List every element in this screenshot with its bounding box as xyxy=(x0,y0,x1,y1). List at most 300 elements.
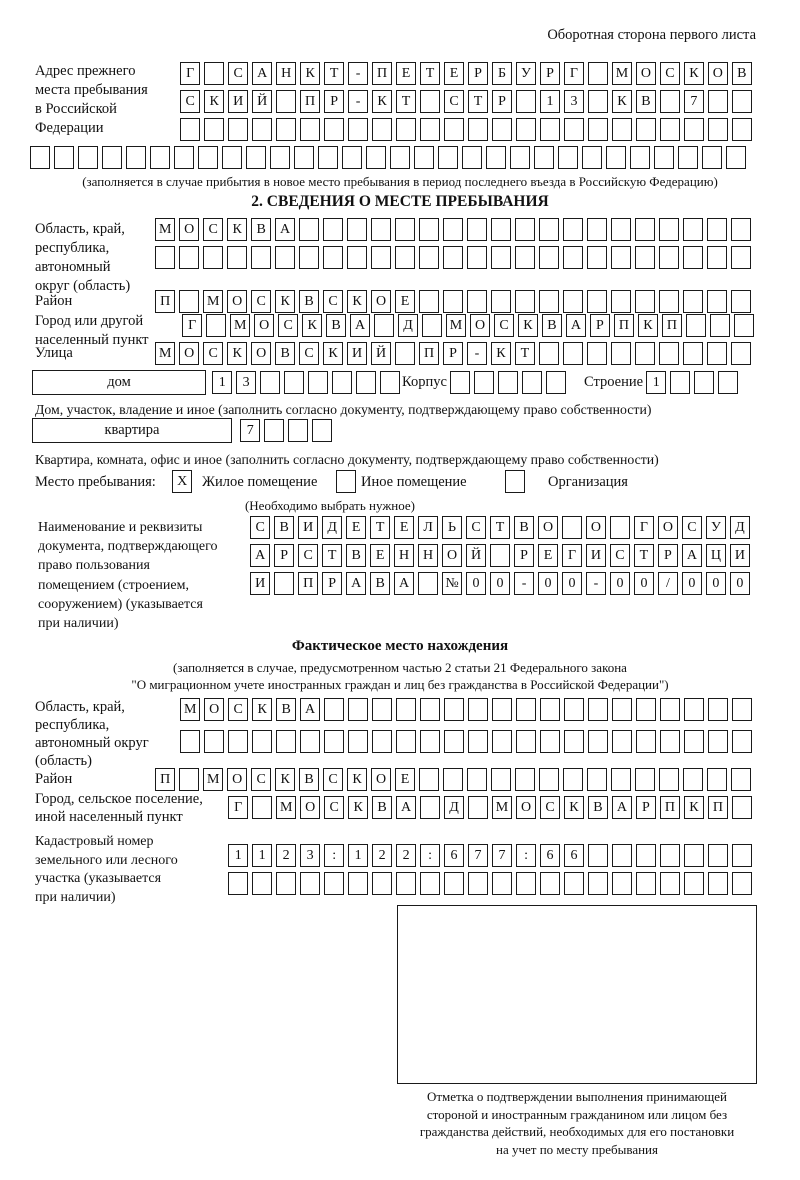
char-box[interactable] xyxy=(443,290,463,313)
char-box[interactable] xyxy=(611,290,631,313)
char-box[interactable] xyxy=(420,698,440,721)
char-box[interactable] xyxy=(522,371,542,394)
char-box[interactable] xyxy=(534,146,554,169)
char-box[interactable] xyxy=(636,698,656,721)
char-box[interactable] xyxy=(660,872,680,895)
char-box[interactable] xyxy=(491,290,511,313)
char-box[interactable]: Е xyxy=(370,544,390,567)
char-box[interactable] xyxy=(563,290,583,313)
char-box[interactable]: С xyxy=(251,290,271,313)
char-box[interactable]: С xyxy=(324,796,344,819)
char-box[interactable] xyxy=(684,118,704,141)
char-box[interactable] xyxy=(438,146,458,169)
char-box[interactable] xyxy=(516,730,536,753)
char-box[interactable] xyxy=(347,246,367,269)
char-box[interactable] xyxy=(474,371,494,394)
char-box[interactable]: К xyxy=(564,796,584,819)
char-box[interactable]: М xyxy=(180,698,200,721)
char-box[interactable]: К xyxy=(684,62,704,85)
char-box[interactable]: В xyxy=(275,342,295,365)
char-box[interactable] xyxy=(515,218,535,241)
char-box[interactable] xyxy=(492,730,512,753)
char-box[interactable] xyxy=(390,146,410,169)
char-box[interactable] xyxy=(731,290,751,313)
char-box[interactable]: К xyxy=(372,90,392,113)
char-box[interactable]: Р xyxy=(322,572,342,595)
char-box[interactable] xyxy=(539,246,559,269)
char-box[interactable]: П xyxy=(155,290,175,313)
char-box[interactable] xyxy=(546,371,566,394)
char-box[interactable]: Е xyxy=(538,544,558,567)
char-box[interactable] xyxy=(707,246,727,269)
char-box[interactable] xyxy=(612,698,632,721)
char-box[interactable] xyxy=(468,872,488,895)
char-box[interactable] xyxy=(332,371,352,394)
char-box[interactable]: Т xyxy=(396,90,416,113)
char-box[interactable]: Д xyxy=(444,796,464,819)
char-box[interactable]: В xyxy=(372,796,392,819)
char-box[interactable]: И xyxy=(730,544,750,567)
char-box[interactable]: С xyxy=(180,90,200,113)
char-box[interactable] xyxy=(204,118,224,141)
char-box[interactable] xyxy=(294,146,314,169)
char-box[interactable] xyxy=(222,146,242,169)
char-box[interactable] xyxy=(420,118,440,141)
char-box[interactable] xyxy=(563,218,583,241)
char-box[interactable] xyxy=(276,872,296,895)
char-box[interactable]: О xyxy=(251,342,271,365)
char-box[interactable]: О xyxy=(227,290,247,313)
char-box[interactable] xyxy=(564,872,584,895)
char-box[interactable] xyxy=(540,698,560,721)
char-box[interactable]: С xyxy=(323,768,343,791)
char-box[interactable]: В xyxy=(274,516,294,539)
char-box[interactable] xyxy=(490,544,510,567)
char-box[interactable] xyxy=(246,146,266,169)
char-box[interactable]: О xyxy=(227,768,247,791)
char-box[interactable] xyxy=(308,371,328,394)
char-box[interactable]: А xyxy=(252,62,272,85)
char-box[interactable] xyxy=(563,246,583,269)
char-box[interactable]: В xyxy=(299,768,319,791)
char-box[interactable] xyxy=(323,246,343,269)
char-box[interactable]: Г xyxy=(562,544,582,567)
char-box[interactable] xyxy=(587,290,607,313)
char-box[interactable] xyxy=(732,118,752,141)
char-box[interactable] xyxy=(684,872,704,895)
char-box[interactable] xyxy=(371,218,391,241)
char-box[interactable] xyxy=(563,768,583,791)
char-box[interactable]: О xyxy=(179,218,199,241)
char-box[interactable]: Г xyxy=(228,796,248,819)
char-box[interactable]: К xyxy=(275,768,295,791)
char-box[interactable] xyxy=(443,768,463,791)
char-box[interactable] xyxy=(467,246,487,269)
char-box[interactable] xyxy=(718,371,738,394)
char-box[interactable] xyxy=(274,572,294,595)
char-box[interactable] xyxy=(396,118,416,141)
char-box[interactable]: Г xyxy=(634,516,654,539)
char-box[interactable] xyxy=(587,218,607,241)
char-box[interactable]: Т xyxy=(322,544,342,567)
char-box[interactable] xyxy=(732,730,752,753)
char-box[interactable] xyxy=(228,118,248,141)
char-box[interactable] xyxy=(510,146,530,169)
char-box[interactable]: Н xyxy=(394,544,414,567)
char-box[interactable] xyxy=(612,844,632,867)
char-box[interactable]: М xyxy=(446,314,466,337)
char-box[interactable] xyxy=(659,342,679,365)
char-box[interactable] xyxy=(443,218,463,241)
char-box[interactable] xyxy=(707,768,727,791)
char-box[interactable] xyxy=(348,730,368,753)
char-box[interactable] xyxy=(467,218,487,241)
char-box[interactable] xyxy=(610,516,630,539)
char-box[interactable]: О xyxy=(538,516,558,539)
char-box[interactable] xyxy=(419,768,439,791)
char-box[interactable] xyxy=(372,698,392,721)
char-box[interactable]: Р xyxy=(468,62,488,85)
char-box[interactable] xyxy=(372,872,392,895)
char-box[interactable]: Е xyxy=(396,62,416,85)
char-box[interactable] xyxy=(419,246,439,269)
char-box[interactable] xyxy=(587,768,607,791)
char-box[interactable] xyxy=(270,146,290,169)
char-box[interactable] xyxy=(694,371,714,394)
char-box[interactable] xyxy=(228,872,248,895)
char-box[interactable] xyxy=(299,218,319,241)
char-box[interactable] xyxy=(588,62,608,85)
char-box[interactable] xyxy=(539,218,559,241)
char-box[interactable]: Г xyxy=(182,314,202,337)
house-type-box[interactable]: дом xyxy=(32,370,206,395)
char-box[interactable] xyxy=(498,371,518,394)
char-box[interactable] xyxy=(284,371,304,394)
char-box[interactable]: Н xyxy=(276,62,296,85)
char-box[interactable]: № xyxy=(442,572,462,595)
char-box[interactable]: С xyxy=(660,62,680,85)
char-box[interactable]: А xyxy=(394,572,414,595)
char-box[interactable] xyxy=(396,730,416,753)
char-box[interactable] xyxy=(558,146,578,169)
char-box[interactable] xyxy=(54,146,74,169)
char-box[interactable]: М xyxy=(155,342,175,365)
char-box[interactable]: Л xyxy=(418,516,438,539)
char-box[interactable]: В xyxy=(636,90,656,113)
char-box[interactable] xyxy=(515,290,535,313)
char-box[interactable]: Р xyxy=(590,314,610,337)
char-box[interactable] xyxy=(380,371,400,394)
char-box[interactable] xyxy=(491,768,511,791)
char-box[interactable]: : xyxy=(420,844,440,867)
char-box[interactable] xyxy=(288,419,308,442)
char-box[interactable] xyxy=(348,118,368,141)
char-box[interactable] xyxy=(660,90,680,113)
char-box[interactable] xyxy=(707,290,727,313)
char-box[interactable]: С xyxy=(228,62,248,85)
char-box[interactable] xyxy=(468,118,488,141)
char-box[interactable]: 1 xyxy=(212,371,232,394)
char-box[interactable]: О xyxy=(516,796,536,819)
char-box[interactable]: И xyxy=(347,342,367,365)
char-box[interactable]: 1 xyxy=(252,844,272,867)
char-box[interactable] xyxy=(468,796,488,819)
char-box[interactable] xyxy=(419,218,439,241)
char-box[interactable] xyxy=(726,146,746,169)
char-box[interactable] xyxy=(539,290,559,313)
char-box[interactable] xyxy=(395,342,415,365)
char-box[interactable]: 0 xyxy=(466,572,486,595)
char-box[interactable]: 1 xyxy=(540,90,560,113)
char-box[interactable] xyxy=(366,146,386,169)
char-box[interactable]: Й xyxy=(371,342,391,365)
char-box[interactable]: К xyxy=(302,314,322,337)
char-box[interactable] xyxy=(420,90,440,113)
char-box[interactable] xyxy=(588,872,608,895)
char-box[interactable] xyxy=(227,246,247,269)
char-box[interactable]: Р xyxy=(324,90,344,113)
char-box[interactable]: Р xyxy=(540,62,560,85)
char-box[interactable]: 0 xyxy=(730,572,750,595)
char-box[interactable] xyxy=(707,218,727,241)
char-box[interactable]: С xyxy=(278,314,298,337)
char-box[interactable] xyxy=(462,146,482,169)
char-box[interactable]: - xyxy=(586,572,606,595)
char-box[interactable]: В xyxy=(276,698,296,721)
char-box[interactable]: М xyxy=(155,218,175,241)
char-box[interactable]: Ь xyxy=(442,516,462,539)
char-box[interactable] xyxy=(30,146,50,169)
char-box[interactable] xyxy=(710,314,730,337)
char-box[interactable]: К xyxy=(300,62,320,85)
char-box[interactable]: С xyxy=(299,342,319,365)
char-box[interactable]: К xyxy=(347,768,367,791)
char-box[interactable] xyxy=(708,698,728,721)
char-box[interactable] xyxy=(683,218,703,241)
char-box[interactable]: 7 xyxy=(240,419,260,442)
char-box[interactable] xyxy=(588,844,608,867)
char-box[interactable]: : xyxy=(516,844,536,867)
char-box[interactable]: П xyxy=(298,572,318,595)
char-box[interactable] xyxy=(444,118,464,141)
char-box[interactable]: В xyxy=(326,314,346,337)
char-box[interactable] xyxy=(708,730,728,753)
char-box[interactable] xyxy=(588,90,608,113)
char-box[interactable] xyxy=(312,419,332,442)
char-box[interactable] xyxy=(588,698,608,721)
char-box[interactable]: В xyxy=(299,290,319,313)
char-box[interactable]: Е xyxy=(395,290,415,313)
char-box[interactable]: А xyxy=(300,698,320,721)
char-box[interactable]: К xyxy=(347,290,367,313)
char-box[interactable]: И xyxy=(228,90,248,113)
char-box[interactable] xyxy=(684,844,704,867)
char-box[interactable]: С xyxy=(610,544,630,567)
char-box[interactable] xyxy=(734,314,754,337)
char-box[interactable] xyxy=(414,146,434,169)
char-box[interactable]: 0 xyxy=(562,572,582,595)
char-box[interactable] xyxy=(422,314,442,337)
char-box[interactable] xyxy=(198,146,218,169)
char-box[interactable] xyxy=(251,246,271,269)
char-box[interactable]: 6 xyxy=(444,844,464,867)
char-box[interactable] xyxy=(731,768,751,791)
char-box[interactable] xyxy=(252,872,272,895)
char-box[interactable]: С xyxy=(228,698,248,721)
char-box[interactable] xyxy=(276,118,296,141)
char-box[interactable]: - xyxy=(467,342,487,365)
char-box[interactable] xyxy=(276,730,296,753)
char-box[interactable] xyxy=(419,290,439,313)
char-box[interactable]: С xyxy=(466,516,486,539)
char-box[interactable]: Р xyxy=(274,544,294,567)
char-box[interactable]: В xyxy=(251,218,271,241)
char-box[interactable]: П xyxy=(708,796,728,819)
char-box[interactable] xyxy=(659,246,679,269)
char-box[interactable] xyxy=(611,342,631,365)
char-box[interactable] xyxy=(300,730,320,753)
char-box[interactable] xyxy=(660,730,680,753)
char-box[interactable] xyxy=(686,314,706,337)
char-box[interactable]: С xyxy=(540,796,560,819)
char-box[interactable] xyxy=(708,90,728,113)
char-box[interactable]: П xyxy=(300,90,320,113)
char-box[interactable]: - xyxy=(348,90,368,113)
char-box[interactable]: И xyxy=(586,544,606,567)
char-box[interactable] xyxy=(468,730,488,753)
char-box[interactable] xyxy=(468,698,488,721)
char-box[interactable] xyxy=(659,290,679,313)
char-box[interactable] xyxy=(78,146,98,169)
char-box[interactable] xyxy=(204,62,224,85)
char-box[interactable]: М xyxy=(492,796,512,819)
char-box[interactable]: У xyxy=(516,62,536,85)
char-box[interactable]: А xyxy=(275,218,295,241)
char-box[interactable]: С xyxy=(203,218,223,241)
char-box[interactable]: 0 xyxy=(634,572,654,595)
char-box[interactable] xyxy=(564,118,584,141)
char-box[interactable]: К xyxy=(275,290,295,313)
char-box[interactable] xyxy=(612,730,632,753)
char-box[interactable]: О xyxy=(371,768,391,791)
char-box[interactable] xyxy=(492,118,512,141)
char-box[interactable]: П xyxy=(662,314,682,337)
char-box[interactable]: В xyxy=(588,796,608,819)
char-box[interactable] xyxy=(372,118,392,141)
char-box[interactable]: Р xyxy=(514,544,534,567)
char-box[interactable] xyxy=(420,730,440,753)
char-box[interactable]: К xyxy=(348,796,368,819)
char-box[interactable] xyxy=(588,730,608,753)
char-box[interactable] xyxy=(612,118,632,141)
char-box[interactable] xyxy=(180,118,200,141)
char-box[interactable]: И xyxy=(298,516,318,539)
char-box[interactable]: Д xyxy=(730,516,750,539)
char-box[interactable]: П xyxy=(155,768,175,791)
char-box[interactable]: X xyxy=(172,470,192,493)
char-box[interactable]: П xyxy=(372,62,392,85)
char-box[interactable] xyxy=(300,872,320,895)
char-box[interactable]: 0 xyxy=(610,572,630,595)
char-box[interactable]: Е xyxy=(395,768,415,791)
char-box[interactable]: С xyxy=(494,314,514,337)
char-box[interactable]: К xyxy=(518,314,538,337)
char-box[interactable]: С xyxy=(323,290,343,313)
char-box[interactable]: Т xyxy=(370,516,390,539)
char-box[interactable] xyxy=(563,342,583,365)
char-box[interactable] xyxy=(347,218,367,241)
char-box[interactable] xyxy=(683,768,703,791)
char-box[interactable] xyxy=(275,246,295,269)
char-box[interactable]: С xyxy=(298,544,318,567)
char-box[interactable] xyxy=(660,844,680,867)
char-box[interactable]: В xyxy=(514,516,534,539)
char-box[interactable]: О xyxy=(470,314,490,337)
char-box[interactable]: Т xyxy=(490,516,510,539)
char-box[interactable] xyxy=(683,246,703,269)
char-box[interactable] xyxy=(264,419,284,442)
char-box[interactable]: В xyxy=(370,572,390,595)
char-box[interactable] xyxy=(732,844,752,867)
char-box[interactable] xyxy=(505,470,525,493)
char-box[interactable]: 1 xyxy=(228,844,248,867)
char-box[interactable]: С xyxy=(203,342,223,365)
char-box[interactable] xyxy=(611,768,631,791)
char-box[interactable] xyxy=(491,218,511,241)
char-box[interactable] xyxy=(486,146,506,169)
char-box[interactable] xyxy=(684,730,704,753)
char-box[interactable]: К xyxy=(491,342,511,365)
char-box[interactable] xyxy=(342,146,362,169)
char-box[interactable] xyxy=(678,146,698,169)
apartment-type-box[interactable]: квартира xyxy=(32,418,232,443)
char-box[interactable] xyxy=(492,872,512,895)
char-box[interactable]: О xyxy=(179,342,199,365)
char-box[interactable]: М xyxy=(230,314,250,337)
char-box[interactable]: С xyxy=(250,516,270,539)
char-box[interactable] xyxy=(587,342,607,365)
char-box[interactable] xyxy=(564,730,584,753)
char-box[interactable] xyxy=(562,516,582,539)
char-box[interactable] xyxy=(300,118,320,141)
char-box[interactable]: Й xyxy=(252,90,272,113)
char-box[interactable] xyxy=(396,872,416,895)
char-box[interactable] xyxy=(444,730,464,753)
char-box[interactable] xyxy=(515,768,535,791)
char-box[interactable] xyxy=(252,118,272,141)
char-box[interactable]: Б xyxy=(492,62,512,85)
char-box[interactable] xyxy=(731,342,751,365)
char-box[interactable] xyxy=(126,146,146,169)
char-box[interactable] xyxy=(636,872,656,895)
char-box[interactable] xyxy=(635,246,655,269)
char-box[interactable]: 6 xyxy=(564,844,584,867)
char-box[interactable]: У xyxy=(706,516,726,539)
char-box[interactable] xyxy=(732,872,752,895)
char-box[interactable]: / xyxy=(658,572,678,595)
char-box[interactable] xyxy=(732,796,752,819)
char-box[interactable]: А xyxy=(682,544,702,567)
char-box[interactable]: К xyxy=(638,314,658,337)
char-box[interactable] xyxy=(582,146,602,169)
char-box[interactable]: С xyxy=(682,516,702,539)
char-box[interactable]: М xyxy=(276,796,296,819)
char-box[interactable] xyxy=(660,118,680,141)
char-box[interactable]: О xyxy=(254,314,274,337)
char-box[interactable]: К xyxy=(323,342,343,365)
char-box[interactable] xyxy=(336,470,356,493)
char-box[interactable]: 2 xyxy=(276,844,296,867)
